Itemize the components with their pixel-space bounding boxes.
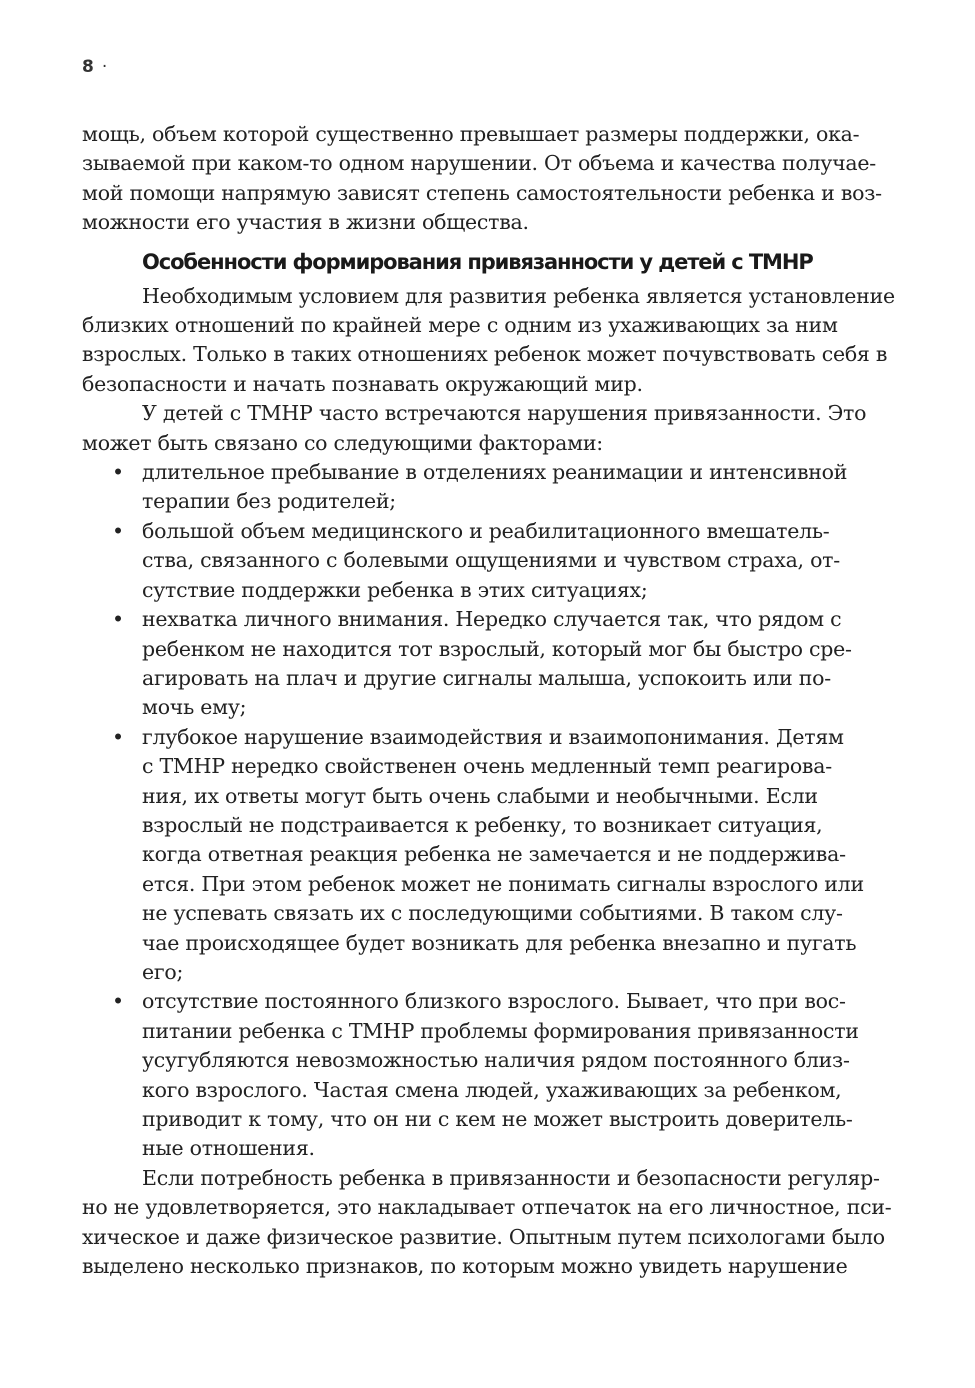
text-line: Необходимым условием для развития ребенка является установление xyxy=(142,283,895,308)
text-line: с ТМНР нередко свойственен очень медленный темп реагирова- xyxy=(142,754,832,779)
factors-list xyxy=(82,458,882,1164)
text-line: глубокое нарушение взаимодействия и взаимопонимания. Детям xyxy=(142,724,844,749)
text-line: ется. При этом ребенок может не понимать сигналы взрослого или xyxy=(142,871,864,896)
text-line: отсутствие постоянного близкого взрослого. Бывает, что при вос- xyxy=(142,989,846,1014)
page-number xyxy=(82,57,107,77)
text-line: выделено несколько признаков, по которым можно увидеть нарушение xyxy=(82,1254,848,1279)
text-line: можности его участия в жизни общества. xyxy=(82,210,529,235)
text-line: сутствие поддержки ребенка в этих ситуациях; xyxy=(142,577,648,602)
list-item xyxy=(82,605,882,723)
list-item xyxy=(82,987,882,1163)
text-line: зываемой при каком-то одном нарушении. От объема и качества получае- xyxy=(82,151,876,176)
text-line: терапии без родителей; xyxy=(142,489,396,514)
text-line: мочь ему; xyxy=(142,695,247,720)
page-number-separator: · xyxy=(101,57,108,77)
bullet-icon: • xyxy=(112,989,124,1014)
text-line: усугубляются невозможностью наличия рядом постоянного близ- xyxy=(142,1048,850,1073)
bullet-icon: • xyxy=(112,724,124,749)
text-line: безопасности и начать познавать окружающий мир. xyxy=(82,371,643,396)
bullet-icon: • xyxy=(112,607,124,632)
text-line: ные отношения. xyxy=(142,1136,315,1161)
text-line: взрослых. Только в таких отношениях ребенок может почувствовать себя в xyxy=(82,342,888,367)
text-line: Если потребность ребенка в привязанности и безопасности регуляр- xyxy=(142,1165,880,1190)
text-line: длительное пребывание в отделениях реанимации и интенсивной xyxy=(142,460,848,485)
text-line: приводит к тому, что он ни с кем не может выстроить доверитель- xyxy=(142,1107,853,1131)
text-line: может быть связано со следующими факторами: xyxy=(82,430,603,455)
text-line: его; xyxy=(142,959,184,984)
text-line: кого взрослого. Частая смена людей, ухаживающих за ребенком, xyxy=(142,1077,842,1102)
text-line: когда ответная реакция ребенка не замечается и не поддержива- xyxy=(142,842,846,867)
text-line: агировать на плач и другие сигналы малыша, успокоить или по- xyxy=(142,665,831,690)
text-line: питании ребенка с ТМНР проблемы формирования привязанности xyxy=(142,1018,859,1043)
text-line: мощь, объем которой существенно превышает размеры поддержки, ока- xyxy=(82,122,860,146)
section-heading: Особенности формирования привязанности у детей с ТМНР xyxy=(142,249,813,274)
text-line: чае происходящее будет возникать для ребенка внезапно и пугать xyxy=(142,930,857,955)
page-number-value: 8 xyxy=(82,57,94,77)
text-line: ребенком не находится тот взрослый, который мог бы быстро сре- xyxy=(142,636,852,661)
paragraph-consequences xyxy=(82,1164,892,1282)
bullet-icon: • xyxy=(112,518,124,543)
text-line: взрослый не подстраивается к ребенку, то возникает ситуация, xyxy=(142,812,823,837)
text-line: большой объем медицинского и реабилитационного вмешатель- xyxy=(142,518,830,543)
paragraph-attachment-conditions xyxy=(82,282,895,400)
text-line: не успевать связать их с последующими событиями. В таком слу- xyxy=(142,901,843,926)
list-item xyxy=(82,517,882,605)
page-body xyxy=(82,120,895,1281)
text-line: ния, их ответы могут быть очень слабыми и необычными. Если xyxy=(142,783,818,808)
text-line: ства, связанного с болевыми ощущениями и чувством страха, от- xyxy=(142,548,840,573)
text-line: нехватка личного внимания. Нередко случается так, что рядом с xyxy=(142,607,842,632)
text-line: мой помощи напрямую зависят степень самостоятельности ребенка и воз- xyxy=(82,180,882,205)
list-item xyxy=(82,723,882,988)
intro-paragraph xyxy=(82,120,882,238)
text-line: У детей с ТМНР часто встречаются нарушения привязанности. Это xyxy=(142,401,867,426)
text-line: близких отношений по крайней мере с одним из ухаживающих за ним xyxy=(82,313,838,338)
bullet-icon: • xyxy=(112,460,124,485)
text-line: но не удовлетворяется, это накладывает отпечаток на его личностное, пси- xyxy=(82,1195,892,1220)
text-line: хическое и даже физическое развитие. Опытным путем психологами было xyxy=(82,1224,885,1249)
list-item xyxy=(82,458,882,517)
paragraph-attachment-disorders xyxy=(82,399,882,458)
